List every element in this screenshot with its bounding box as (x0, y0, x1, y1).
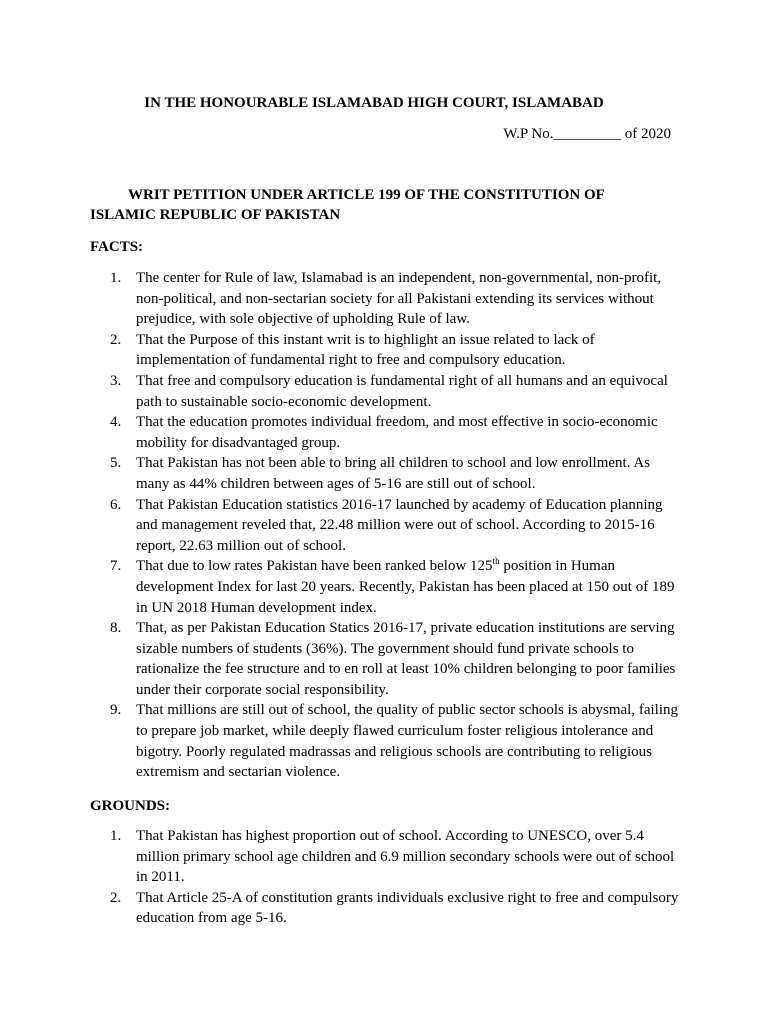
petition-heading (90, 185, 680, 225)
fact-text: That Pakistan Education statistics 2016-17 launched by academy of Education planning and management reveled that, 22.48 million were out of school. According to 2015-16 report, 22.63 million out of school. (136, 496, 663, 554)
facts-heading: FACTS: (90, 239, 144, 255)
fact-item-2 (90, 330, 682, 371)
list-number: 1. (110, 828, 122, 844)
fact-item-4 (90, 412, 682, 453)
fact-text: The center for Rule of law, Islamabad is an independent, non-governmental, non-profit, non-political, and non-sectarian society for all Pakistani extending its services without prejudice, with sole objective of upholding Rule of law. (136, 270, 662, 328)
court-title: IN THE HONOURABLE ISLAMABAD HIGH COURT, ISLAMABAD (144, 95, 604, 111)
fact-text: That millions are still out of school, the quality of public sector schools is abysmal, failing to prepare job market, while deeply flawed curriculum foster religious intolerance and bigotry. Poorly regulated madrassas and religious schools are contributing to religious extremism and sectarian violence. (136, 702, 678, 781)
ground-item-1 (90, 826, 682, 888)
grounds-list (90, 826, 682, 929)
list-number: 5. (110, 455, 122, 472)
list-number: 1. (110, 270, 122, 286)
fact-text: That free and compulsory education is fundamental right of all humans and an equivocal path to sustainable socio-economic development. (136, 372, 668, 410)
fact-text: That the education promotes individual freedom, and most effective in socio-economic mobility for disadvantaged group. (136, 414, 658, 451)
facts-list (90, 268, 682, 783)
fact-item-1 (90, 268, 682, 330)
fact-item-6 (90, 495, 682, 557)
list-number: 7. (110, 558, 122, 575)
petition-heading-line-2: ISLAMIC REPUBLIC OF PAKISTAN (90, 207, 341, 223)
list-number: 4. (110, 414, 122, 431)
list-number: 9. (110, 702, 122, 719)
list-number: 2. (110, 331, 122, 348)
fact-item-8 (90, 618, 682, 700)
list-number: 6. (110, 496, 122, 513)
list-number: 2. (110, 889, 122, 906)
fact-text-continued: position in Human development Index for last 20 years. Recently, Pakistan has been placed at 150 out of 189 in UN 2018 Human development index. (136, 558, 675, 616)
fact-text: That Pakistan has not been able to bring all children to school and low enrollment. As many as 44% children between ages of 5-16 are still out of school. (136, 455, 651, 492)
fact-item-7 (90, 556, 682, 618)
ordinal-superscript: th (492, 556, 500, 567)
petition-heading-line-1: WRIT PETITION UNDER ARTICLE 199 OF THE CONSTITUTION OF (128, 187, 605, 203)
list-number: 3. (110, 372, 122, 389)
list-number: 8. (110, 620, 122, 637)
fact-text: That the Purpose of this instant writ is to highlight an issue related to lack of implementation of fundamental right to free and compulsory education. (136, 331, 595, 369)
ground-text: That Pakistan has highest proportion out of school. According to UNESCO, over 5.4 million primary school age children and 6.9 million secondary schools were out of school in 2011. (136, 828, 675, 886)
fact-item-3 (90, 371, 682, 412)
fact-text: That due to low rates Pakistan have been ranked below 125 (136, 558, 493, 575)
ground-text: That Article 25-A of constitution grants individuals exclusive right to free and compulsory education from age 5-16. (136, 889, 679, 927)
fact-text: That, as per Pakistan Education Statics 2016-17, private education institutions are serving sizable numbers of students (36%). The government should fund private schools to rationalize the fee structure and to en roll at least 10% children belonging to poor families under their corporate social responsibility. (136, 620, 676, 698)
fact-item-9 (90, 700, 682, 782)
writ-petition-number: W.P No._________ of 2020 (503, 126, 671, 142)
ground-item-2 (90, 888, 682, 929)
grounds-heading: GROUNDS: (90, 798, 171, 814)
fact-item-5 (90, 453, 682, 494)
